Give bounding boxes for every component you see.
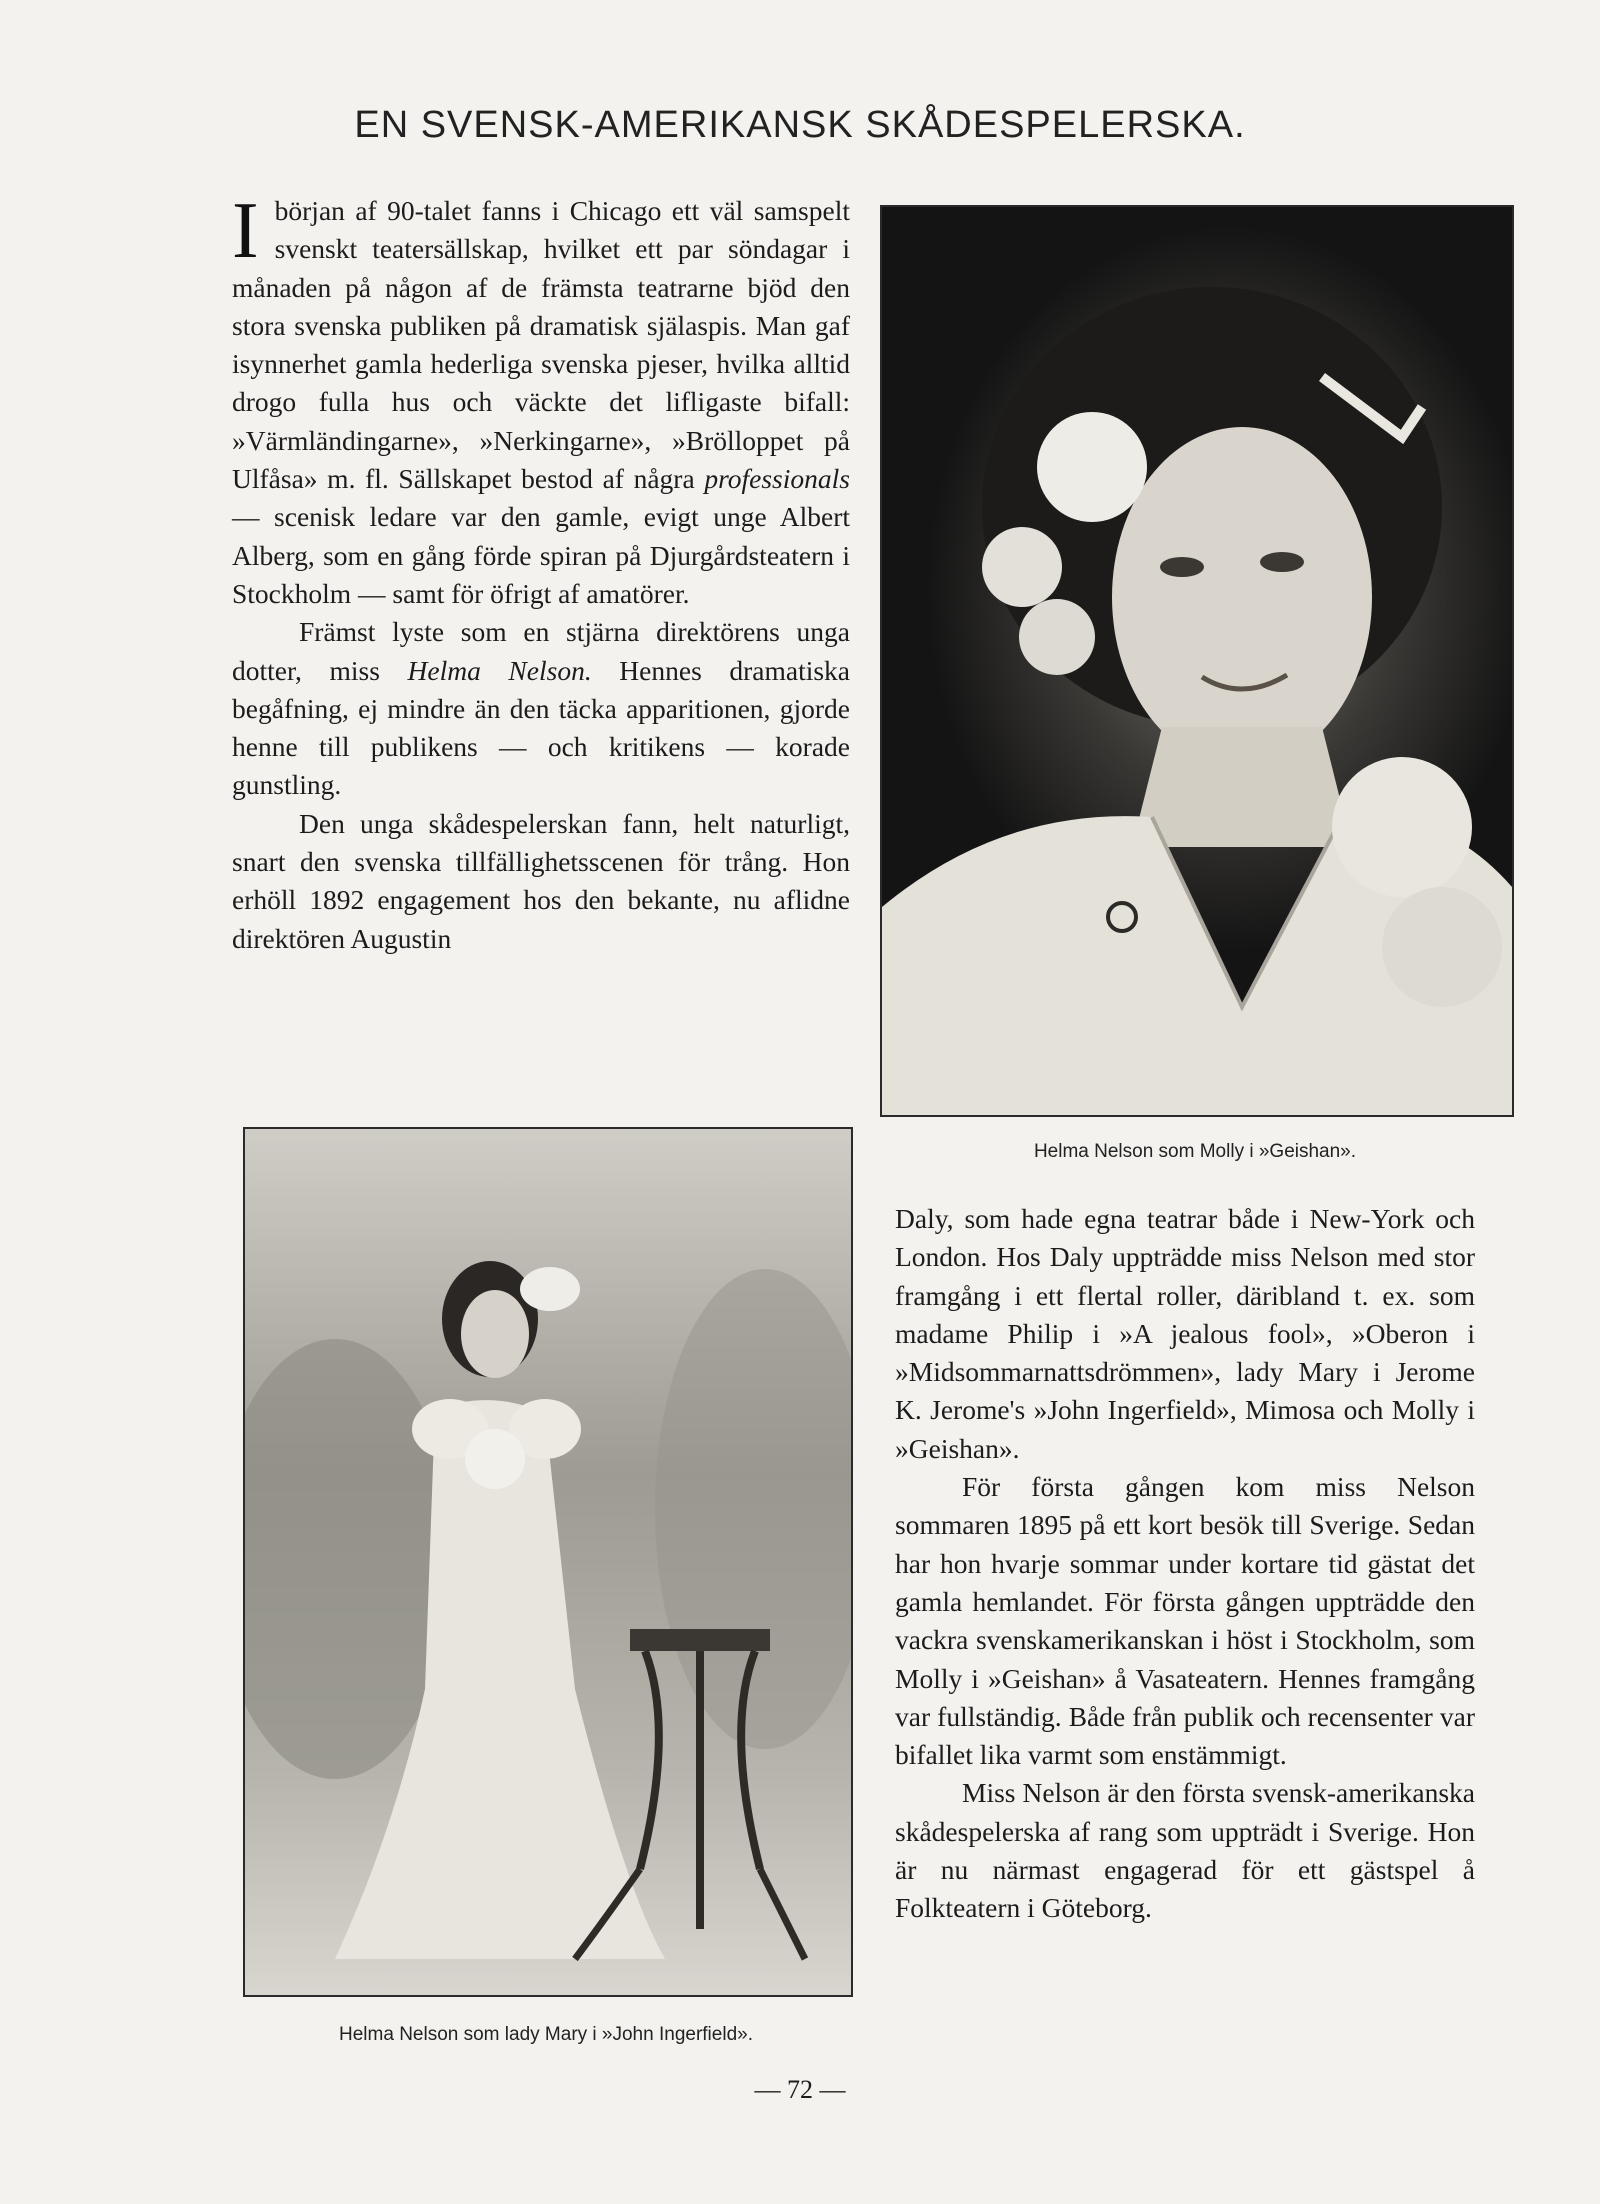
- article-title: EN SVENSK-AMERIKANSK SKÅDESPELERSKA.: [354, 104, 1246, 146]
- text-column-left: [232, 187, 851, 958]
- paragraph-2: Främst lyste som en stjärna direktörens unga dotter, miss Helma Nelson. Hennes dramatiska begåfning, ej mindre än den täcka apparitionen, gjorde henne till publikens — och kritikens — korade gunstling.: [232, 616, 851, 801]
- paragraph-3: Den unga skådespelerskan fann, helt naturligt, snart den svenska tillfällighetsscenen för trång. Hon erhöll 1892 engagement hos den bekante, nu aflidne direktören Augustin: [232, 807, 850, 954]
- paragraph-1: Ibörjan af 90-talet fanns i Chicago ett väl samspelt svenskt teatersällskap, hvilket ett par söndagar i månaden på någon af de främsta teatrarne bjöd den stora svenska publiken på dramatisk själaspis. Man gaf isynnerhet gamla hederliga svenska pjeser, hvilka alltid drogo fulla hus och väckte det lifligaste bifall: »Värmländingarne», »Nerkingarne», »Brölloppet på Ulfåsa» m. fl. Sällskapet bestod af några professionals — scenisk ledare var den gamle, evigt unge Albert Alberg, som en gång förde spiran på Djurgårdsteatern i Stockholm — samt för öfrigt af amatörer.: [232, 187, 850, 609]
- paragraph-4: Daly, som hade egna teatrar både i New-York och London. Hos Daly uppträdde miss Nelson med stor framgång i ett flertal roller, däribland t. ex. som madame Philip i »A jealous fool», »Oberon i »Midsommarnattsdrömmen», lady Mary i Jerome K. Jerome's »John Ingerfield», Mimosa och Molly i »Geishan».: [895, 1203, 1475, 1464]
- paragraph-6: Miss Nelson är den första svensk-amerikanska skådespelerska af rang som uppträdt i Sverige. Hon är nu närmast engagerad för ett gästspel å Folkteatern i Göteborg.: [895, 1777, 1475, 1924]
- full-length-photo: [243, 1127, 853, 1997]
- full-length-caption: Helma Nelson som lady Mary i »John Ingerfield».: [339, 2024, 753, 2045]
- text-column-right: [895, 1200, 1475, 1928]
- portrait-photo: [880, 205, 1514, 1117]
- paragraph-5: För första gången kom miss Nelson sommaren 1895 på ett kort besök till Sverige. Sedan har hon hvarje sommar under kortare tid gästat det gamla hemlandet. För första gången uppträdde den vackra svenskamerikanskan i höst i Stockholm, som Molly i »Geishan» å Vasateatern. Hennes framgång var fullständig. Både från publik och recensenter var bifallet lika varmt som enstämmigt.: [895, 1471, 1475, 1771]
- emphasis-professionals: professionals: [704, 463, 850, 495]
- drop-cap: I: [232, 187, 259, 275]
- full-length-illustration: [245, 1129, 851, 1995]
- page-number: — 72 —: [754, 2075, 846, 2104]
- portrait-illustration: [882, 207, 1512, 1115]
- portrait-caption: Helma Nelson som Molly i »Geishan».: [1033, 1141, 1357, 1162]
- emphasis-name: Helma Nelson.: [407, 654, 592, 686]
